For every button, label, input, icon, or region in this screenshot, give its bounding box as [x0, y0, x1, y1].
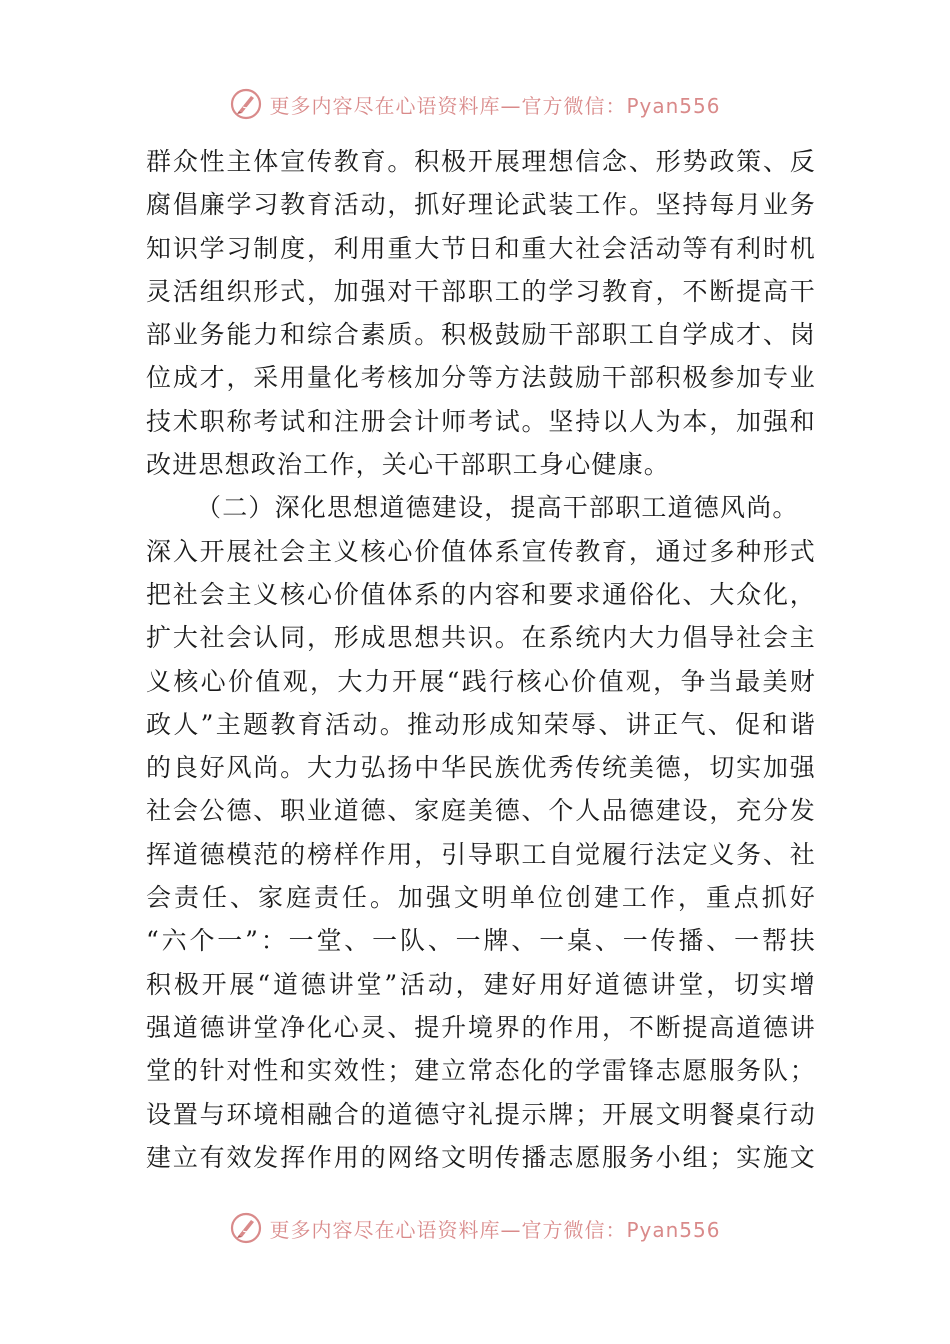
text-line: 义核心价值观，大力开展“践行核心价值观，争当最美财	[146, 666, 816, 696]
text-line: 位成才，采用量化考核加分等方法鼓励干部积极参加专业	[146, 363, 816, 393]
text-line: “六个一”：一堂、一队、一牌、一桌、一传播、一帮扶	[146, 926, 816, 956]
document-body	[146, 140, 816, 1190]
text-line: 积极开展“道德讲堂”活动，建好用好道德讲堂，切实增	[146, 969, 816, 999]
text-line: 把社会主义核心价值体系的内容和要求通俗化、大众化，	[146, 579, 816, 609]
text-line: 腐倡廉学习教育活动，抓好理论武装工作。坚持每月业务	[146, 190, 816, 220]
text-line: 会责任、家庭责任。加强文明单位创建工作，重点抓好	[146, 883, 816, 913]
pen-logo-icon	[229, 1211, 263, 1245]
text-line: 扩大社会认同，形成思想共识。在系统内大力倡导社会主	[146, 623, 816, 653]
text-line: 灵活组织形式，加强对干部职工的学习教育，不断提高干	[146, 276, 816, 306]
text-line: 建立有效发挥作用的网络文明传播志愿服务小组；实施文	[146, 1142, 816, 1172]
text-line: 政人”主题教育活动。推动形成知荣辱、讲正气、促和谐	[146, 709, 816, 739]
text-line: 堂的针对性和实效性；建立常态化的学雷锋志愿服务队；	[146, 1056, 816, 1086]
pen-logo-icon	[229, 87, 263, 121]
section-heading: （二）深化思想道德建设，提高干部职工道德风尚。	[196, 493, 799, 523]
watermark-header	[0, 84, 950, 124]
text-line: 改进思想政治工作，关心干部职工身心健康。	[146, 450, 671, 480]
text-line: 设置与环境相融合的道德守礼提示牌；开展文明餐桌行动	[146, 1099, 816, 1129]
text-line: 深入开展社会主义核心价值体系宣传教育，通过多种形式	[146, 536, 816, 566]
watermark-footer	[0, 1208, 950, 1248]
text-line: 部业务能力和综合素质。积极鼓励干部职工自学成才、岗	[146, 320, 816, 350]
text-line: 技术职称考试和注册会计师考试。坚持以人为本，加强和	[146, 406, 816, 436]
watermark-text: 更多内容尽在心语资料库—官方微信：Pyan556	[269, 1217, 721, 1242]
text-line: 强道德讲堂净化心灵、提升境界的作用，不断提高道德讲	[146, 1012, 816, 1042]
text-line: 社会公德、职业道德、家庭美德、个人品德建设，充分发	[146, 796, 816, 826]
text-line: 的良好风尚。大力弘扬中华民族优秀传统美德，切实加强	[146, 753, 816, 783]
text-line: 挥道德模范的榜样作用，引导职工自觉履行法定义务、社	[146, 839, 816, 869]
text-line: 知识学习制度，利用重大节日和重大社会活动等有利时机	[146, 233, 816, 263]
watermark-text: 更多内容尽在心语资料库—官方微信：Pyan556	[269, 93, 721, 118]
text-line: 群众性主体宣传教育。积极开展理想信念、形势政策、反	[146, 147, 816, 176]
